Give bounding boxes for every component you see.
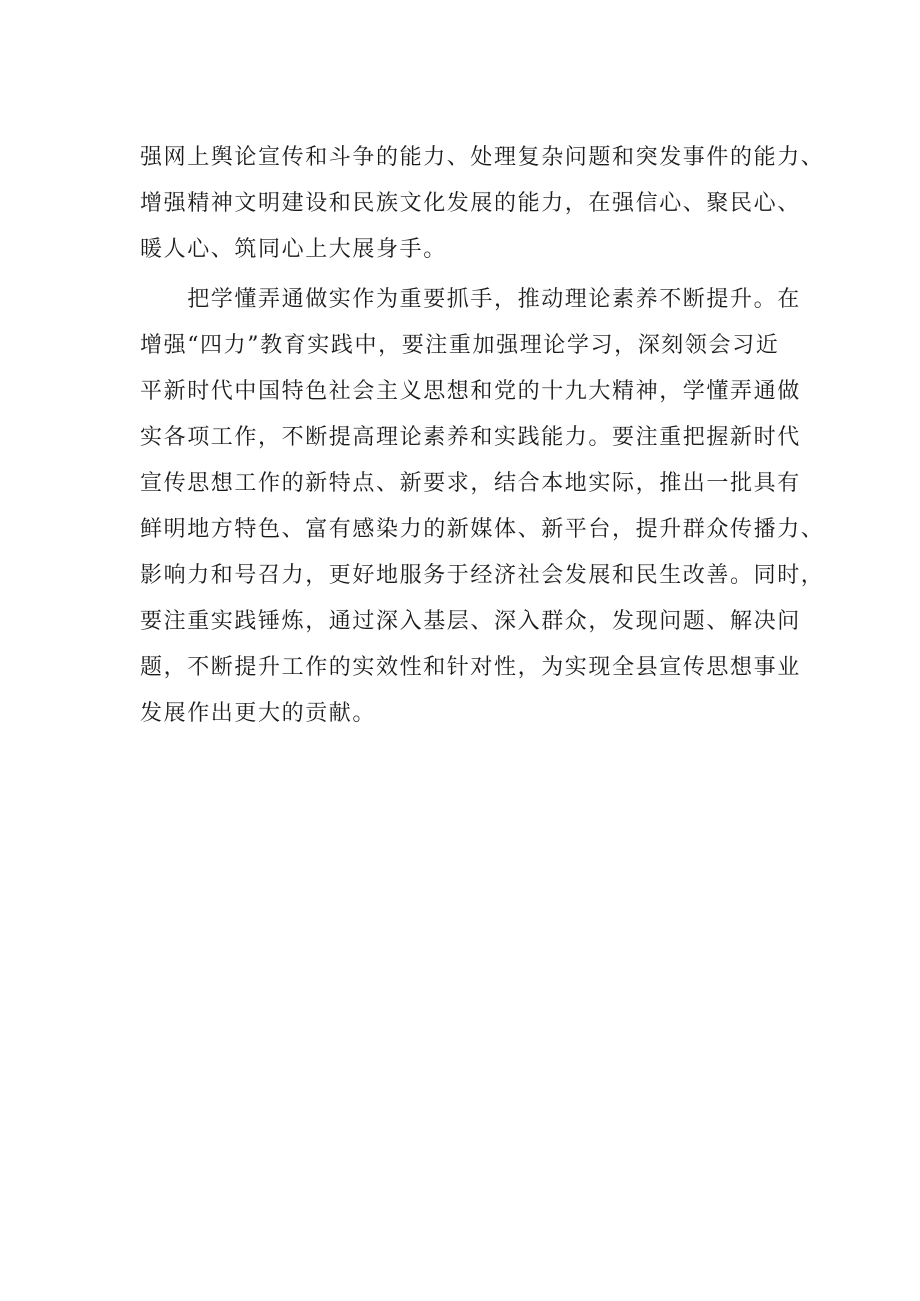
text-line: 暖人心、筑同心上大展身手。	[140, 237, 447, 262]
text-line: 增强“四力”教育实践中，要注重加强理论学习，深刻领会习近	[140, 333, 780, 358]
text-line: 题，不断提升工作的实效性和针对性，为实现全县宣传思想事业	[140, 655, 801, 680]
text-line: 鲜明地方特色、富有感染力的新媒体、新平台，提升群众传播力、	[140, 517, 825, 542]
text-line: 要注重实践锤炼，通过深入基层、深入群众，发现问题、解决问	[140, 609, 801, 634]
text-line: 宣传思想工作的新特点、新要求，结合本地实际，推出一批具有	[140, 471, 801, 496]
text-line: 实各项工作，不断提高理论素养和实践能力。要注重把握新时代	[140, 425, 801, 450]
text-line: 发展作出更大的贡献。	[140, 701, 377, 726]
text-line: 强网上舆论宣传和斗争的能力、处理复杂问题和突发事件的能力、	[140, 145, 825, 170]
document-body	[140, 135, 825, 737]
text-line: 把学懂弄通做实作为重要抓手，推动理论素养不断提升。在	[140, 287, 801, 312]
text-line: 平新时代中国特色社会主义思想和党的十九大精神，学懂弄通做	[140, 379, 801, 404]
text-line: 影响力和号召力，更好地服务于经济社会发展和民生改善。同时，	[140, 563, 825, 588]
paragraph-2	[140, 277, 825, 737]
paragraph-1	[140, 135, 825, 273]
text-line: 增强精神文明建设和民族文化发展的能力，在强信心、聚民心、	[140, 191, 801, 216]
